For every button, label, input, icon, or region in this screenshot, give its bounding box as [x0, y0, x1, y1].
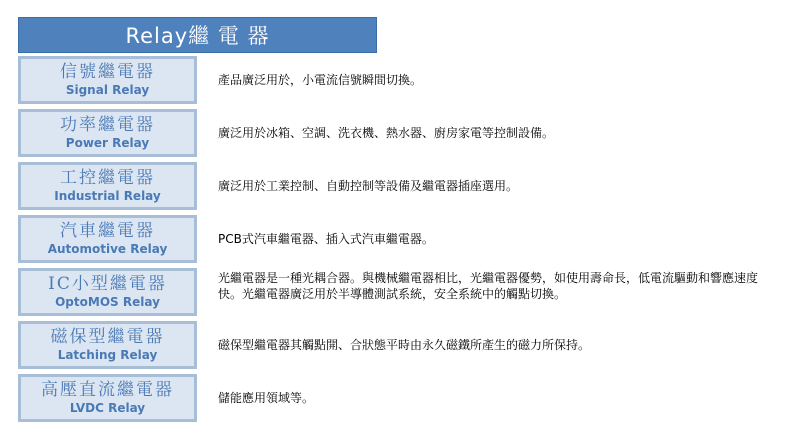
relay-label-box	[18, 109, 197, 157]
relay-name-zh: 汽車繼電器	[60, 220, 155, 241]
relay-name-zh: 信號繼電器	[60, 61, 155, 82]
relay-name-en: Industrial Relay	[54, 189, 161, 204]
relay-description: 產品廣泛用於，小電流信號瞬間切換。	[218, 72, 423, 87]
relay-name-en: Power Relay	[65, 136, 150, 151]
relay-row-latching	[18, 321, 808, 374]
relay-name-zh: 功率繼電器	[60, 114, 155, 135]
relay-name-en: OptoMOS Relay	[55, 295, 160, 310]
relay-row-industrial	[18, 162, 808, 215]
relay-description: PCB式汽車繼電器、插入式汽車繼電器。	[218, 231, 434, 246]
relay-label-box	[18, 268, 197, 316]
relay-description: 廣泛用於冰箱、空調、洗衣機、熱水器、廚房家電等控制設備。	[218, 125, 555, 140]
relay-name-zh: 磁保型繼電器	[50, 326, 165, 347]
relay-row-power	[18, 109, 808, 162]
relay-row-lvdc	[18, 374, 808, 427]
relay-row-automotive	[18, 215, 808, 268]
relay-description: 儲能應用領域等。	[218, 390, 315, 405]
relay-name-en: Automotive Relay	[47, 242, 168, 257]
relay-row-signal	[18, 56, 808, 109]
relay-name-zh: 高壓直流繼電器	[41, 379, 174, 400]
relay-label-box	[18, 215, 197, 263]
relay-list	[18, 56, 808, 427]
relay-label-box	[18, 162, 197, 210]
relay-name-zh: IC小型繼電器	[48, 273, 167, 294]
relay-description: 光繼電器是一種光耦合器。與機械繼電器相比，光繼電器優勢，如使用壽命長，低電流驅動和響應速度快。光繼電器廣泛用於半導體測試系統，安全系統中的觸點切換。	[218, 271, 759, 302]
relay-name-en: Signal Relay	[65, 83, 150, 98]
relay-description: 廣泛用於工業控制、自動控制等設備及繼電器插座選用。	[218, 178, 519, 193]
relay-label-box	[18, 374, 197, 422]
relay-description: 磁保型繼電器其觸點開、合狀態平時由永久磁鐵所產生的磁力所保持。	[218, 337, 591, 352]
relay-name-zh: 工控繼電器	[60, 167, 155, 188]
relay-name-en: Latching Relay	[57, 348, 158, 363]
page-title: Relay繼 電 器	[18, 17, 377, 53]
relay-row-optomos	[18, 268, 808, 321]
relay-name-en: LVDC Relay	[69, 401, 146, 416]
relay-label-box	[18, 321, 197, 369]
relay-label-box	[18, 56, 197, 104]
